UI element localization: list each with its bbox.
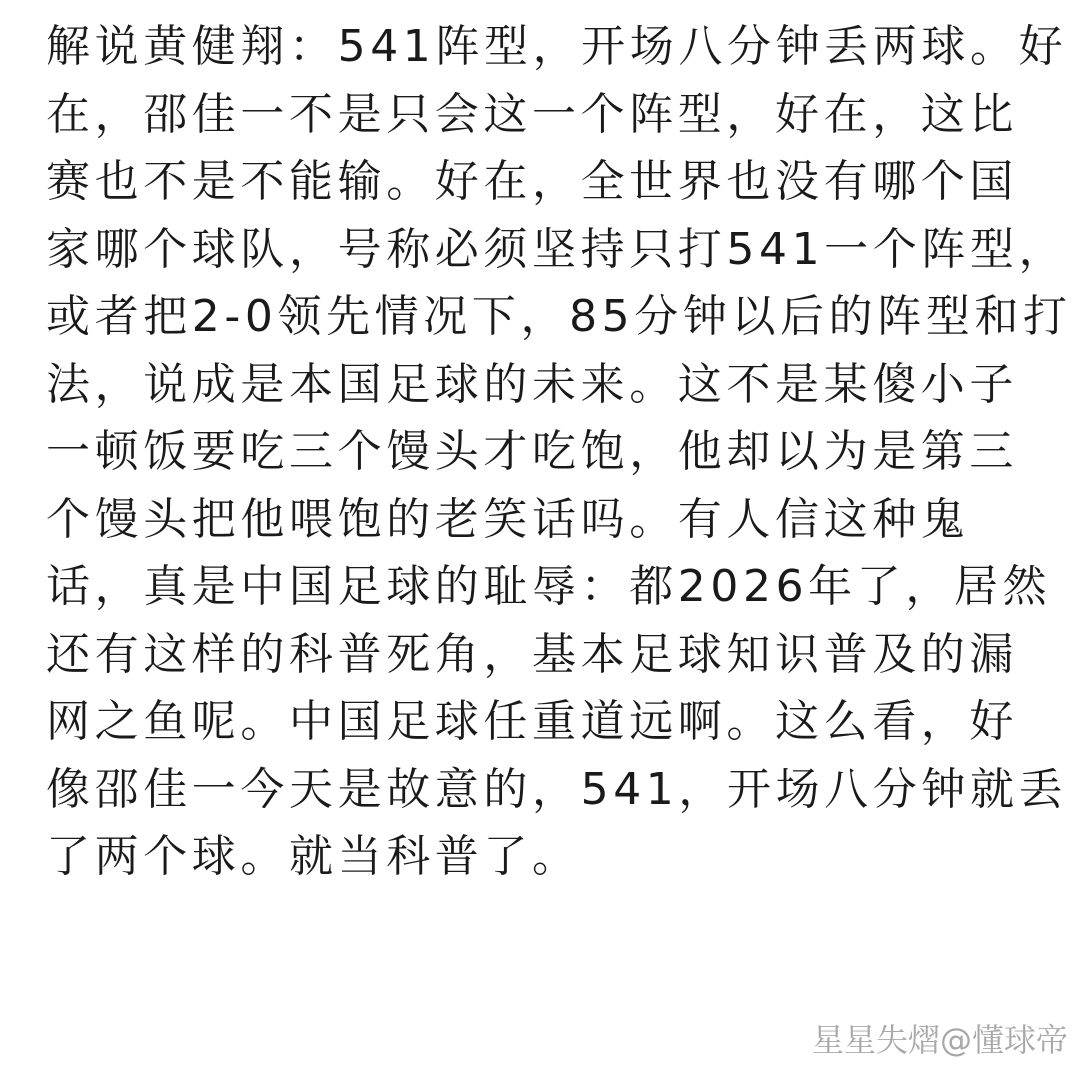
text-line: 家哪个球队，号称必须坚持只打541一个阵型，: [46, 223, 1068, 275]
article-text: [46, 0, 1072, 891]
text-line: 话，真是中国足球的耻辱：都2026年了，居然: [46, 561, 1052, 612]
text-line: 解说黄健翔：541阵型，开场八分钟丢两球。好: [46, 21, 1068, 72]
text-line: 还有这样的科普死角，基本足球知识普及的漏: [46, 628, 1018, 680]
text-line: 在，邵佳一不是只会这一个阵型，好在，这比: [46, 88, 1018, 140]
text-line: 一顿饭要吃三个馒头才吃饱，他却以为是第三: [46, 426, 1018, 477]
watermark: 星星失熠@懂球帝: [811, 1021, 1068, 1059]
text-line: 了两个球。就当科普了。: [46, 831, 581, 882]
text-line: 像邵佳一今天是故意的，541，开场八分钟就丢: [46, 763, 1068, 815]
text-line: 个馒头把他喂饱的老笑话吗。有人信这种鬼: [46, 493, 970, 545]
text-line: 法，说成是本国足球的未来。这不是某傻小子: [46, 358, 1018, 410]
text-line: 网之鱼呢。中国足球任重道远啊。这么看，好: [46, 696, 1018, 747]
text-line: 赛也不是不能输。好在，全世界也没有哪个国: [46, 156, 1018, 207]
text-line: 或者把2-0领先情况下，85分钟以后的阵型和打: [46, 291, 1072, 342]
